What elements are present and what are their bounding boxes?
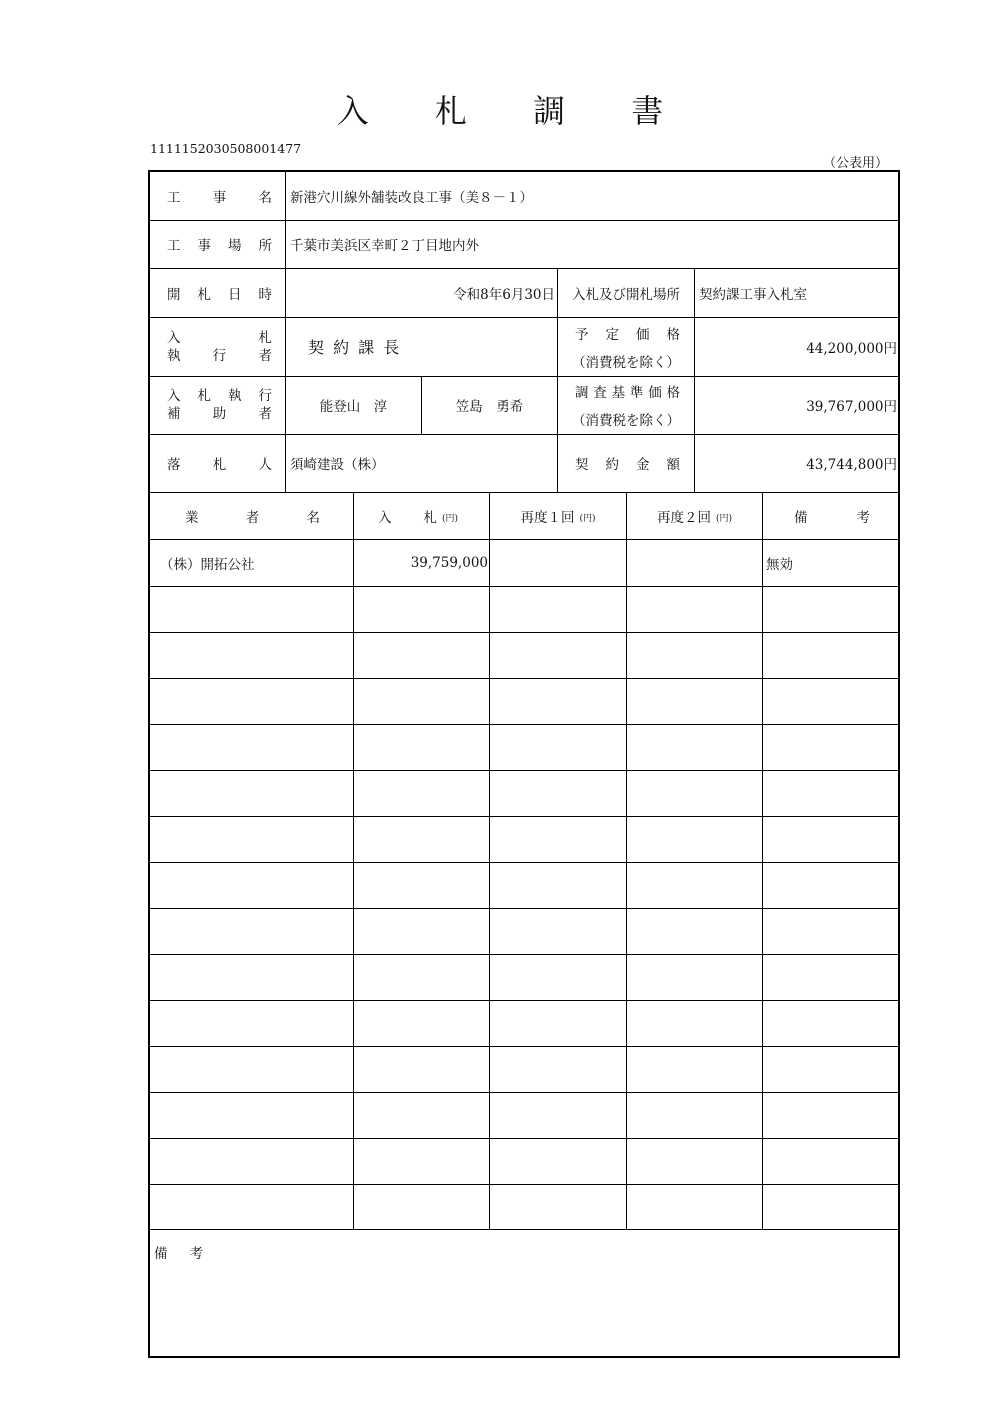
- label-rakusatsunin: 落 札 人: [167, 457, 272, 473]
- value-shikkosha: 契 約 課 長: [308, 338, 402, 357]
- label-yotei-kakaku-note: （消費税を除く）: [572, 355, 680, 371]
- label-shikkosha: 入 札 執 行 者: [167, 330, 272, 364]
- header-nyusatsu: 入 札 (円): [378, 509, 459, 526]
- value-chosa-kijun: 39,767,000円: [806, 399, 897, 415]
- remarks-label: 備 考: [154, 1246, 203, 1262]
- label-kaisatsu-nichiji: 開 札 日 時: [167, 286, 272, 303]
- header-saido2: 再度２回 (円): [656, 509, 733, 526]
- header-biko: 備 考: [794, 509, 870, 526]
- value-nyusatsu-basho: 契約課工事入札室: [699, 286, 807, 303]
- table-row-gyosha: （株）開拓公社: [160, 556, 255, 573]
- public-label: （公表用）: [822, 156, 888, 171]
- document-number: 1111152030508001477: [150, 141, 302, 156]
- table-row-nyusatsu: 39,759,000: [410, 554, 488, 571]
- label-koji-mei: 工 事 名: [167, 190, 272, 206]
- value-koji-basho: 千葉市美浜区幸町２丁目地内外: [290, 238, 479, 254]
- value-rakusatsunin: 須崎建設（株）: [290, 457, 385, 473]
- label-koji-basho: 工 事 場 所: [167, 238, 272, 254]
- label-chosa-kijun-note: （消費税を除く）: [572, 413, 680, 429]
- label-chosa-kijun: 調 査 基 準 価 格: [575, 385, 680, 401]
- value-kaisatsu-nichiji: 令和8年6月30日: [453, 286, 555, 303]
- label-yotei-kakaku: 予 定 価 格: [575, 327, 680, 343]
- value-hojo-1: 能登山 淳: [319, 399, 388, 415]
- header-saido1: 再度１回 (円): [520, 509, 596, 526]
- value-yotei-kakaku: 44,200,000円: [806, 340, 897, 357]
- label-nyusatsu-basho: 入札及び開札場所: [572, 286, 680, 303]
- value-koji-mei: 新港穴川線外舗装改良工事（美８－１）: [290, 190, 533, 206]
- bid-record-form: [148, 170, 900, 1358]
- header-gyosha: 業 者 名: [185, 509, 320, 526]
- table-row-biko: 無効: [766, 556, 793, 573]
- label-keiyaku-kingaku: 契 約 金 額: [575, 457, 680, 473]
- value-keiyaku-kingaku: 43,744,800円: [806, 457, 897, 473]
- label-hojo: 入 札 執 行 補 助 者: [167, 388, 272, 422]
- document-title: 入 札 調 書: [336, 92, 692, 130]
- table-row-saido1: [491, 539, 624, 586]
- table-row-saido2: [628, 539, 761, 586]
- value-hojo-2: 笠島 勇希: [455, 399, 524, 415]
